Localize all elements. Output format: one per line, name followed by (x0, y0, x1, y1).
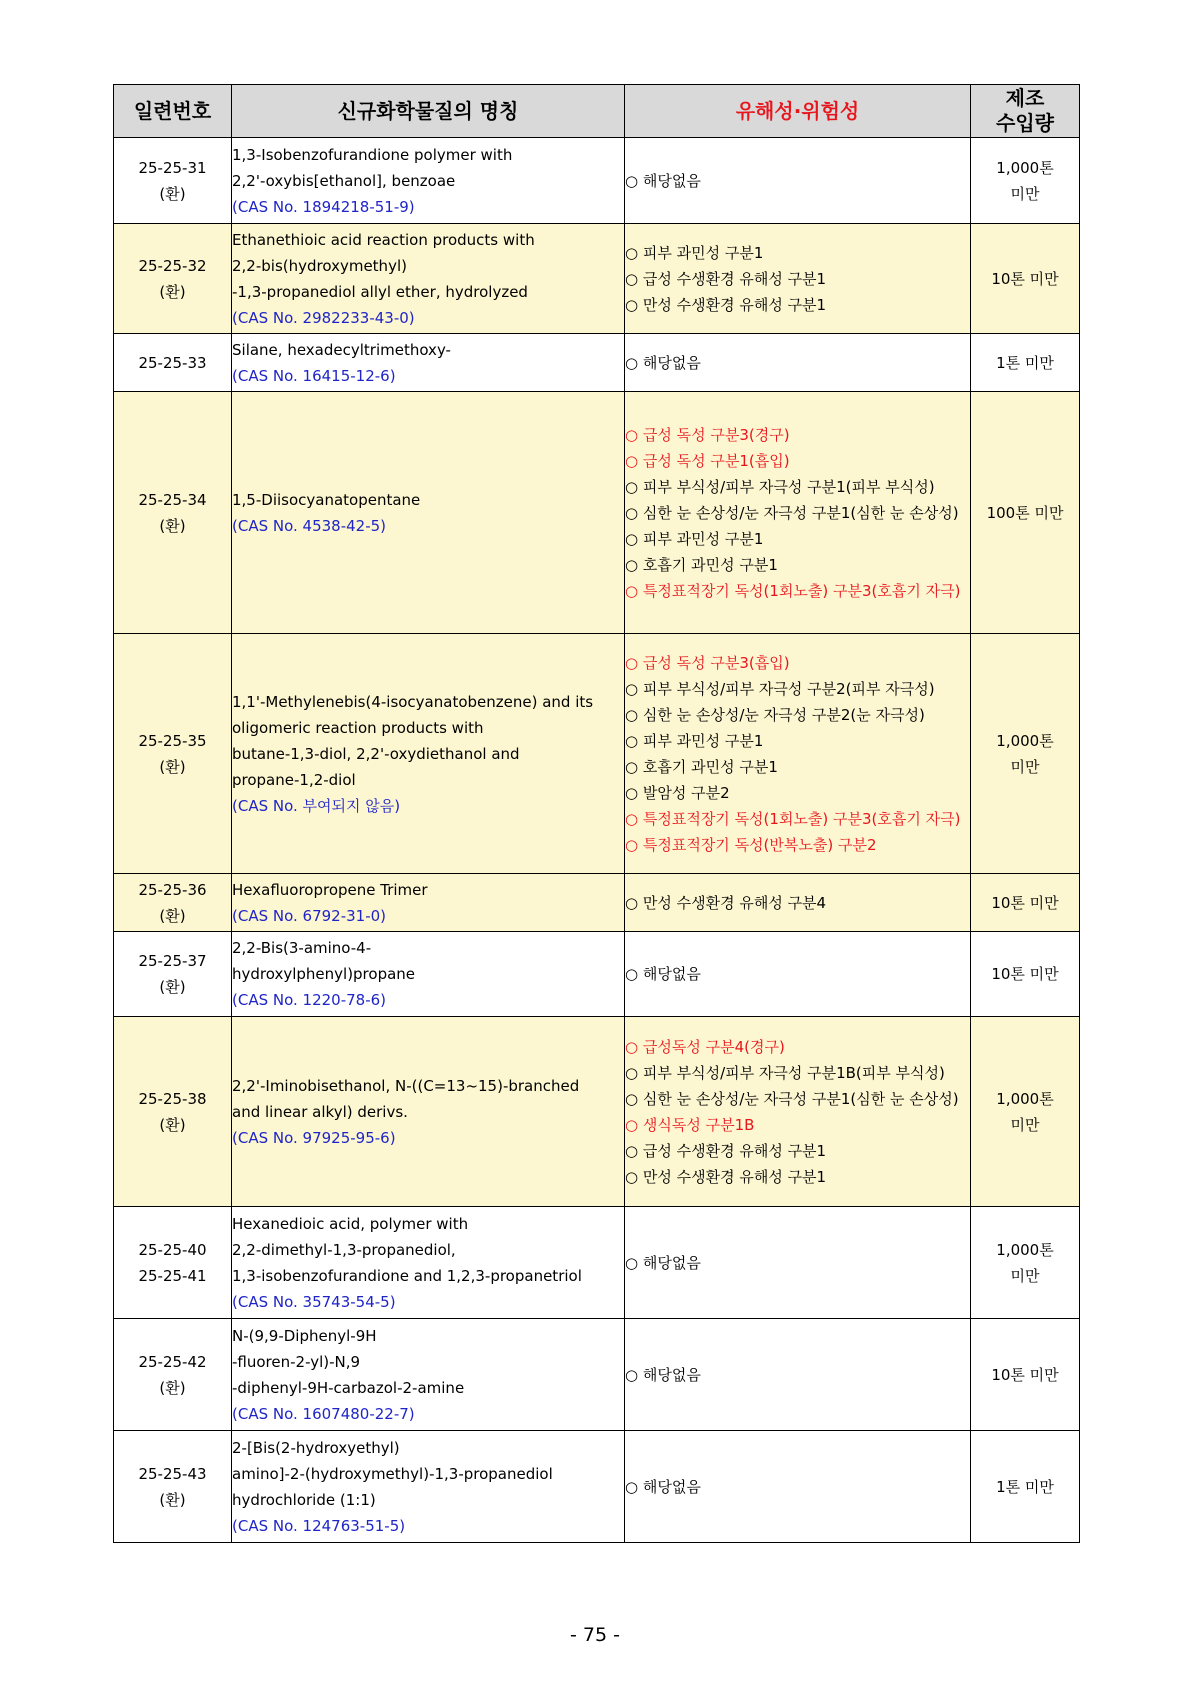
serial-cell (114, 1207, 232, 1319)
quantity-line: 미만 (1010, 1266, 1040, 1285)
chemical-name-line: 1,3-isobenzofurandione and 1,2,3-propanetriol (232, 1266, 582, 1285)
hazard-item: ○ 해당없음 (625, 1365, 701, 1384)
serial-number: 25-25-43 (138, 1464, 207, 1483)
cas-number: (CAS No. 2982233-43-0) (232, 308, 415, 327)
cas-number: (CAS No. 6792-31-0) (232, 906, 387, 925)
table-header-row (114, 85, 1080, 138)
quantity-line: 미만 (1010, 184, 1040, 203)
serial-cell (114, 1319, 232, 1431)
hazard-item: ○ 만성 수생환경 유해성 구분1 (625, 295, 827, 314)
hazard-item: ○ 급성 수생환경 유해성 구분1 (625, 1141, 827, 1160)
serial-number: 25-25-33 (138, 353, 207, 372)
quantity-line: 1,000톤 (996, 158, 1054, 177)
hazard-cell (625, 138, 971, 224)
serial-number: 25-25-40 (138, 1240, 207, 1259)
chemical-name-line: -diphenyl-9H-carbazol-2-amine (232, 1378, 465, 1397)
header-quantity-line: 수입량 (996, 111, 1054, 135)
hazard-item: ○ 급성 수생환경 유해성 구분1 (625, 269, 827, 288)
table-row (114, 1017, 1080, 1207)
cas-number: (CAS No. 1220-78-6) (232, 991, 387, 1009)
serial-number: 25-25-36 (138, 880, 207, 899)
hazard-item: ○ 만성 수생환경 유해성 구분1 (625, 1167, 827, 1186)
header-serial: 일련번호 (114, 85, 232, 138)
hazard-item: ○ 발암성 구분2 (625, 783, 730, 802)
chemical-name-cell (232, 392, 625, 634)
quantity-line: 10톤 미만 (991, 893, 1059, 912)
serial-cell (114, 224, 232, 334)
quantity-line: 10톤 미만 (991, 269, 1059, 288)
chemical-name-line: Ethanethioic acid reaction products with (232, 230, 535, 249)
serial-number: (환) (159, 184, 186, 203)
chemical-name-cell (232, 1319, 625, 1431)
header-quantity-line: 제조 (1005, 86, 1045, 110)
chemical-name-cell (232, 932, 625, 1017)
hazard-item: ○ 해당없음 (625, 1253, 701, 1272)
hazard-cell (625, 392, 971, 634)
serial-cell (114, 1017, 232, 1207)
cas-number: (CAS No. 16415-12-6) (232, 366, 396, 385)
chemical-name-cell (232, 634, 625, 874)
quantity-cell (971, 1017, 1080, 1207)
cas-number: (CAS No. 4538-42-5) (232, 516, 387, 535)
hazard-item: ○ 특정표적장기 독성(1회노출) 구분3(호흡기 자극) (625, 581, 961, 600)
chemical-name-line: 1,5-Diisocyanatopentane (232, 490, 421, 509)
cas-number: (CAS No. 35743-54-5) (232, 1292, 396, 1311)
chemical-name-line: hydrochloride (1:1) (232, 1490, 376, 1509)
table-row (114, 1207, 1080, 1319)
serial-cell (114, 932, 232, 1017)
quantity-line: 1,000톤 (996, 1089, 1054, 1108)
serial-number: 25-25-42 (138, 1352, 207, 1371)
table-row (114, 392, 1080, 634)
cas-number: (CAS No. 1607480-22-7) (232, 1404, 415, 1423)
chemical-name-cell (232, 224, 625, 334)
chemical-name-line: 2,2-bis(hydroxymethyl) (232, 256, 407, 275)
quantity-cell (971, 1319, 1080, 1431)
quantity-cell (971, 932, 1080, 1017)
hazard-item: ○ 호흡기 과민성 구분1 (625, 555, 778, 574)
quantity-cell (971, 874, 1080, 932)
hazard-item: ○ 피부 부식성/피부 자극성 구분2(피부 자극성) (625, 679, 935, 698)
hazard-item: ○ 피부 과민성 구분1 (625, 529, 764, 548)
hazard-item: ○ 급성 독성 구분3(흡입) (625, 653, 790, 672)
chemical-name-line: Silane, hexadecyltrimethoxy- (232, 340, 451, 359)
page-number: - 75 - (570, 1624, 620, 1646)
serial-number: (환) (159, 978, 186, 996)
header-quantity (971, 85, 1080, 138)
table-row (114, 1431, 1080, 1543)
quantity-line: 1,000톤 (996, 1240, 1054, 1259)
chemical-name-cell (232, 874, 625, 932)
hazard-cell (625, 932, 971, 1017)
hazard-item: ○ 급성독성 구분4(경구) (625, 1037, 785, 1056)
hazard-cell (625, 224, 971, 334)
quantity-cell (971, 138, 1080, 224)
cas-number: (CAS No. 124763-51-5) (232, 1516, 406, 1535)
cas-number: (CAS No. 1894218-51-9) (232, 197, 415, 216)
chemical-name-line: 2,2-Bis(3-amino-4- (232, 939, 372, 957)
serial-number: (환) (159, 282, 186, 301)
chemical-name-cell (232, 1207, 625, 1319)
hazard-cell (625, 634, 971, 874)
quantity-line: 100톤 미만 (986, 503, 1064, 522)
hazard-item: ○ 심한 눈 손상성/눈 자극성 구분1(심한 눈 손상성) (625, 503, 959, 522)
chemical-name-cell (232, 1017, 625, 1207)
hazard-item: ○ 특정표적장기 독성(1회노출) 구분3(호흡기 자극) (625, 809, 961, 828)
chemical-name-line: and linear alkyl) derivs. (232, 1102, 408, 1121)
chemical-name-line: oligomeric reaction products with (232, 718, 484, 737)
header-hazard: 유해성·위험성 (625, 85, 971, 138)
chemical-name-line: 1,1'-Methylenebis(4-isocyanatobenzene) and its (232, 692, 594, 711)
quantity-cell (971, 392, 1080, 634)
quantity-line: 미만 (1010, 757, 1040, 776)
hazard-cell (625, 1017, 971, 1207)
chemical-name-line: butane-1,3-diol, 2,2'-oxydiethanol and (232, 744, 520, 763)
hazard-cell (625, 334, 971, 392)
hazard-item: ○ 생식독성 구분1B (625, 1115, 755, 1134)
hazard-item: ○ 피부 과민성 구분1 (625, 243, 764, 262)
quantity-cell (971, 334, 1080, 392)
quantity-line: 1,000톤 (996, 731, 1054, 750)
serial-number: (환) (159, 906, 186, 925)
quantity-line: 10톤 미만 (991, 965, 1059, 983)
quantity-line: 10톤 미만 (991, 1365, 1059, 1384)
serial-cell (114, 634, 232, 874)
quantity-line: 1톤 미만 (996, 353, 1054, 372)
table-row (114, 1319, 1080, 1431)
serial-number: (환) (159, 1490, 186, 1509)
table-row (114, 334, 1080, 392)
chemical-name-line: 2,2'-Iminobisethanol, N-((C=13~15)-branched (232, 1076, 580, 1095)
serial-number: 25-25-37 (138, 952, 207, 970)
chemical-name-line: Hexafluoropropene Trimer (232, 880, 428, 899)
cas-number: (CAS No. 97925-95-6) (232, 1128, 396, 1147)
serial-number: 25-25-34 (138, 490, 207, 509)
chemical-name-cell (232, 1431, 625, 1543)
hazard-cell (625, 874, 971, 932)
chemical-name-line: Hexanedioic acid, polymer with (232, 1214, 469, 1233)
table-row (114, 634, 1080, 874)
chemical-name-line: -1,3-propanediol allyl ether, hydrolyzed (232, 282, 528, 301)
quantity-line: 1톤 미만 (996, 1477, 1054, 1496)
serial-number: (환) (159, 1115, 186, 1134)
hazard-item: ○ 특정표적장기 독성(반복노출) 구분2 (625, 835, 877, 854)
chemical-table (113, 84, 1080, 1543)
table-row (114, 874, 1080, 932)
serial-cell (114, 874, 232, 932)
hazard-item: ○ 급성 독성 구분3(경구) (625, 425, 790, 444)
serial-cell (114, 392, 232, 634)
hazard-item: ○ 해당없음 (625, 353, 701, 372)
quantity-cell (971, 224, 1080, 334)
hazard-item: ○ 피부 부식성/피부 자극성 구분1B(피부 부식성) (625, 1063, 945, 1082)
hazard-cell (625, 1319, 971, 1431)
chemical-name-line: hydroxylphenyl)propane (232, 965, 416, 983)
hazard-item: ○ 피부 부식성/피부 자극성 구분1(피부 부식성) (625, 477, 935, 496)
serial-number: 25-25-35 (138, 731, 207, 750)
table-row (114, 224, 1080, 334)
chemical-name-cell (232, 138, 625, 224)
serial-number: (환) (159, 1378, 186, 1397)
hazard-cell (625, 1431, 971, 1543)
hazard-item: ○ 피부 과민성 구분1 (625, 731, 764, 750)
serial-cell (114, 334, 232, 392)
chemical-name-cell (232, 334, 625, 392)
quantity-cell (971, 1431, 1080, 1543)
chemical-name-line: N-(9,9-Diphenyl-9H (232, 1326, 377, 1345)
hazard-cell (625, 1207, 971, 1319)
chemical-name-line: 1,3-Isobenzofurandione polymer with (232, 145, 513, 164)
serial-number: 25-25-41 (138, 1266, 207, 1285)
quantity-line: 미만 (1010, 1115, 1040, 1134)
cas-number: (CAS No. 부여되지 않음) (232, 796, 401, 815)
chemical-name-line: propane-1,2-diol (232, 770, 356, 789)
hazard-item: ○ 해당없음 (625, 965, 701, 983)
hazard-item: ○ 급성 독성 구분1(흡입) (625, 451, 790, 470)
hazard-item: ○ 만성 수생환경 유해성 구분4 (625, 893, 827, 912)
serial-number: 25-25-31 (138, 158, 207, 177)
chemical-name-line: amino]-2-(hydroxymethyl)-1,3-propanediol (232, 1464, 553, 1483)
hazard-item: ○ 해당없음 (625, 1477, 701, 1496)
chemical-name-line: 2,2'-oxybis[ethanol], benzoae (232, 171, 456, 190)
chemical-name-line: -fluoren-2-yl)-N,9 (232, 1352, 361, 1371)
serial-number: 25-25-32 (138, 256, 207, 275)
serial-number: 25-25-38 (138, 1089, 207, 1108)
chemical-name-line: 2,2-dimethyl-1,3-propanediol, (232, 1240, 456, 1259)
table-row (114, 932, 1080, 1017)
hazard-item: ○ 심한 눈 손상성/눈 자극성 구분2(눈 자극성) (625, 705, 925, 724)
quantity-cell (971, 1207, 1080, 1319)
serial-number: (환) (159, 757, 186, 776)
serial-cell (114, 138, 232, 224)
chemical-name-line: 2-[Bis(2-hydroxyethyl) (232, 1438, 400, 1457)
hazard-item: ○ 심한 눈 손상성/눈 자극성 구분1(심한 눈 손상성) (625, 1089, 959, 1108)
serial-number: (환) (159, 516, 186, 535)
table-row (114, 138, 1080, 224)
header-name: 신규화학물질의 명칭 (232, 85, 625, 138)
serial-cell (114, 1431, 232, 1543)
hazard-item: ○ 해당없음 (625, 171, 701, 190)
hazard-item: ○ 호흡기 과민성 구분1 (625, 757, 778, 776)
quantity-cell (971, 634, 1080, 874)
